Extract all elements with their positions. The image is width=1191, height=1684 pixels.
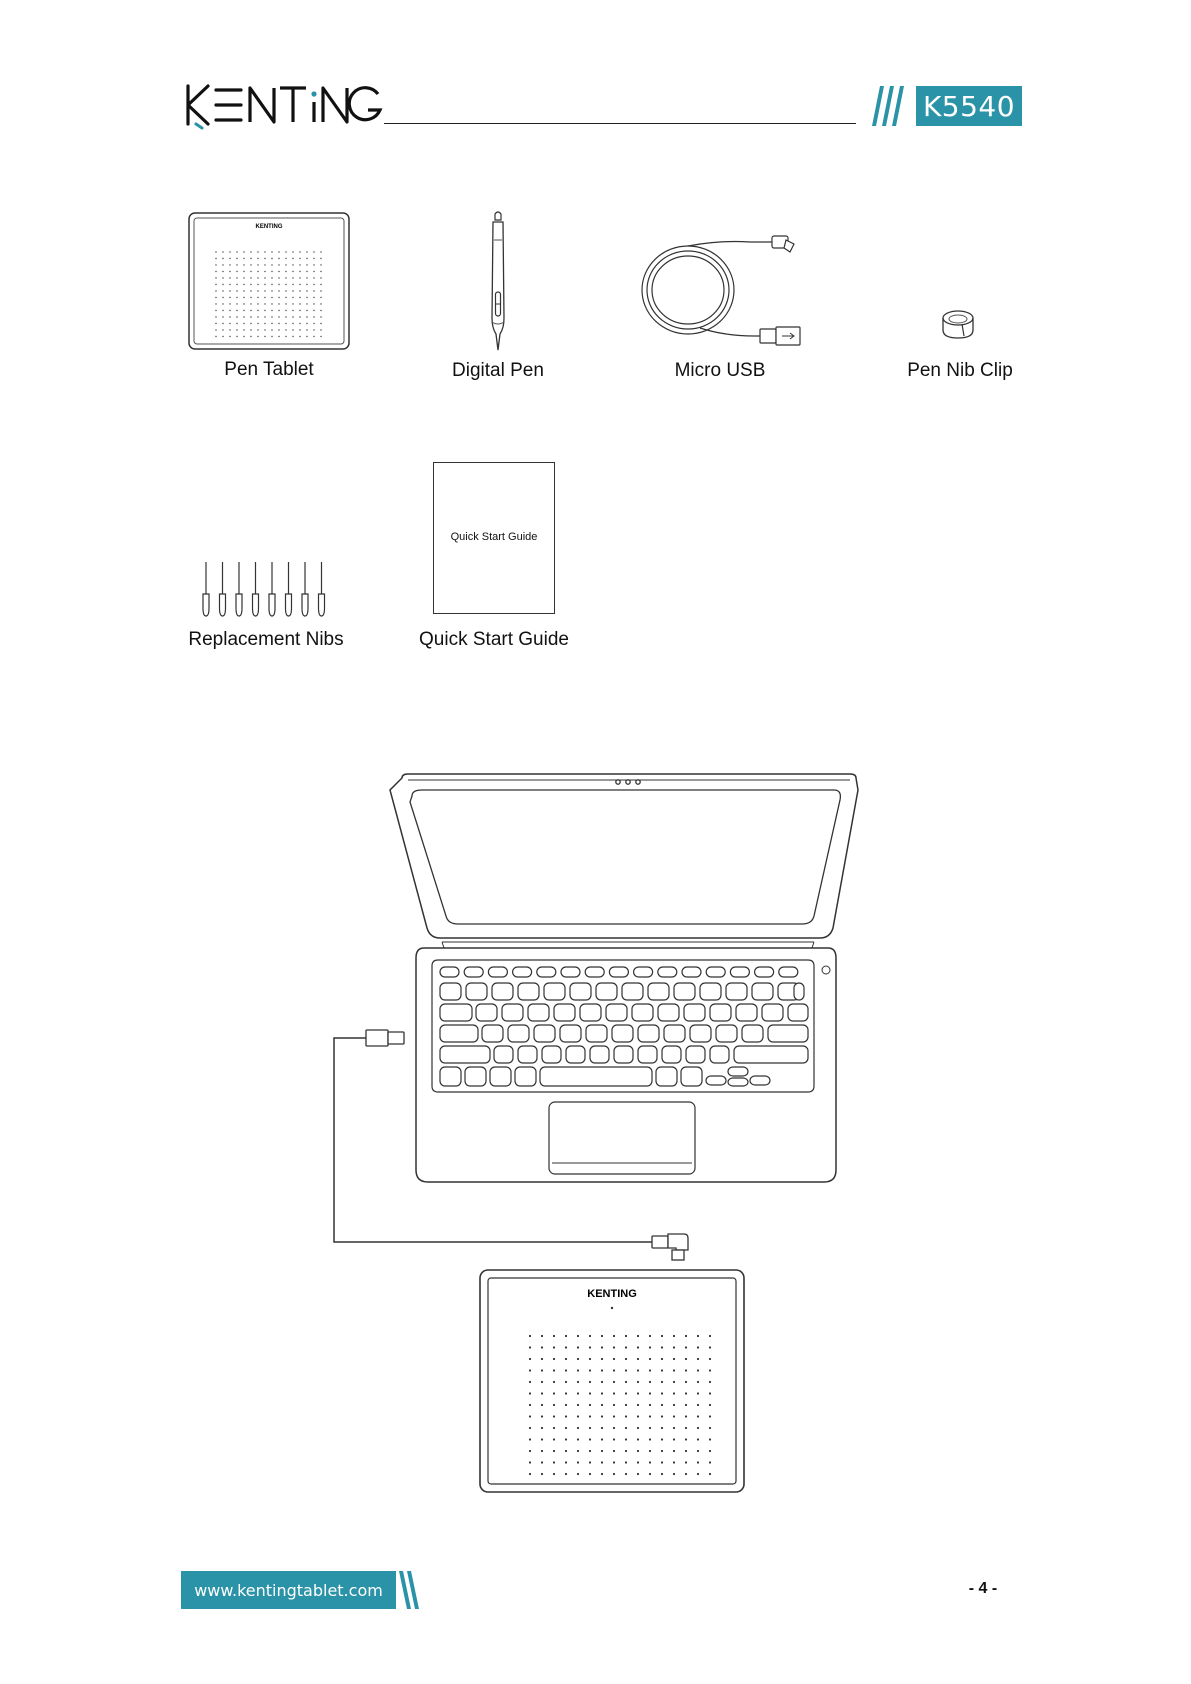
nib-icon [319,562,325,616]
nib-icon [236,562,242,616]
keyboard-key [490,1067,511,1086]
laptop-lid [390,774,858,938]
keyboard-key [560,1025,581,1042]
keyboard-key [606,1004,627,1021]
keyboard-key [686,1046,705,1063]
keyboard-key [768,1025,808,1042]
tablet-logo-text: KENTING [255,224,283,230]
item-label-digital-pen: Digital Pen [452,360,544,381]
keyboard-key [585,967,604,977]
keyboard-key [518,983,539,1000]
model-number: K5540 [922,89,1016,123]
keyboard-key [728,1067,748,1076]
keyboard-key [684,1004,705,1021]
keyboard-key [750,1076,770,1085]
nib-icon [286,562,292,616]
keyboard-key [476,1004,497,1021]
device-logo-text: KENTING [587,1288,637,1300]
keyboard-key [755,967,774,977]
keyboard-key [658,1004,679,1021]
keyboard-key [700,983,721,1000]
keyboard-key [648,983,669,1000]
keyboard-key [554,1004,575,1021]
keyboard-key [464,967,483,977]
keyboard-key [534,1025,555,1042]
keyboard-key [794,983,804,1000]
keyboard-key [508,1025,529,1042]
connected-pen-tablet [480,1270,744,1492]
keyboard-key [540,1067,652,1086]
keyboard-key [440,983,461,1000]
keyboard-key [622,983,643,1000]
keyboard-key [494,1046,513,1063]
keyboard-key [716,1025,737,1042]
usb-plug [366,1030,388,1046]
keyboard-key [612,1025,633,1042]
keyboard-key [779,967,798,977]
keyboard-key [566,1046,585,1063]
keyboard-key [752,983,773,1000]
keyboard-key [742,1025,763,1042]
keyboard-key [658,967,677,977]
item-label-pen-tablet: Pen Tablet [224,359,314,380]
keyboard-key [664,1025,685,1042]
nib-icon [269,562,275,616]
keyboard-key [544,983,565,1000]
keyboard-key [762,1004,783,1021]
item-label-quick-start-guide: Quick Start Guide [419,629,569,650]
keyboard-key [614,1046,633,1063]
keyboard-key [662,1046,681,1063]
keyboard-key [488,967,507,977]
item-label-pen-nib-clip: Pen Nib Clip [907,360,1013,381]
keyboard-key [734,1046,808,1063]
header-rule [384,123,856,124]
pen-nib-clip-illustration [940,308,976,342]
guide-cover-text: Quick Start Guide [450,531,538,543]
quick-start-guide-booklet [433,462,555,614]
kenting-logo [186,80,386,130]
keyboard-key [440,1025,478,1042]
keyboard-key [706,1076,726,1085]
keyboard-key [634,967,653,977]
keyboard-key [518,1046,537,1063]
keyboard-key [632,1004,653,1021]
nib-icon [220,562,226,616]
keyboard-key [528,1004,549,1021]
pen-tablet-illustration [188,212,350,350]
keyboard-key [466,983,487,1000]
keyboard-key [586,1025,607,1042]
item-label-micro-usb: Micro USB [674,360,766,381]
keyboard-key [570,983,591,1000]
keyboard-key [440,1067,461,1086]
keyboard-key [542,1046,561,1063]
keyboard-key [590,1046,609,1063]
keyboard-key [596,983,617,1000]
keyboard-key [609,967,628,977]
nib-icon [253,562,259,616]
keyboard-key [710,1004,731,1021]
keyboard-key [728,1078,748,1086]
micro-usb-plug [652,1236,668,1248]
keyboard-key [710,1046,729,1063]
keyboard-key [465,1067,486,1086]
keyboard-key [580,1004,601,1021]
keyboard-key [515,1067,536,1086]
keyboard-key [681,1067,702,1086]
keyboard-key [730,967,749,977]
footer-website-badge [181,1571,421,1609]
replacement-nibs-illustration [198,560,332,618]
keyboard-key [682,967,701,977]
keyboard-key [561,967,580,977]
connection-diagram [330,770,870,1494]
model-badge [866,86,1022,126]
keyboard-key [440,1004,472,1021]
keyboard-key [690,1025,711,1042]
website-url: www.kentingtablet.com [194,1580,383,1600]
nib-icon [302,562,308,616]
keyboard-key [656,1067,677,1086]
keyboard-key [726,983,747,1000]
digital-pen-illustration [486,210,510,352]
keyboard-key [513,967,532,977]
keyboard-key [440,967,459,977]
keyboard-key [440,1046,490,1063]
nib-icon [203,562,209,616]
keyboard-key [736,1004,757,1021]
laptop-screen [410,790,840,924]
keyboard-key [638,1046,657,1063]
item-label-replacement-nibs: Replacement Nibs [188,629,344,650]
keyboard-key [788,1004,808,1021]
keyboard-key [492,983,513,1000]
page-number: - 4 - [968,1580,998,1597]
keyboard-key [502,1004,523,1021]
keyboard-key [537,967,556,977]
keyboard-key [674,983,695,1000]
micro-usb-cable-illustration [640,230,806,348]
keyboard-key [638,1025,659,1042]
keyboard-key [482,1025,503,1042]
keyboard-key [706,967,725,977]
